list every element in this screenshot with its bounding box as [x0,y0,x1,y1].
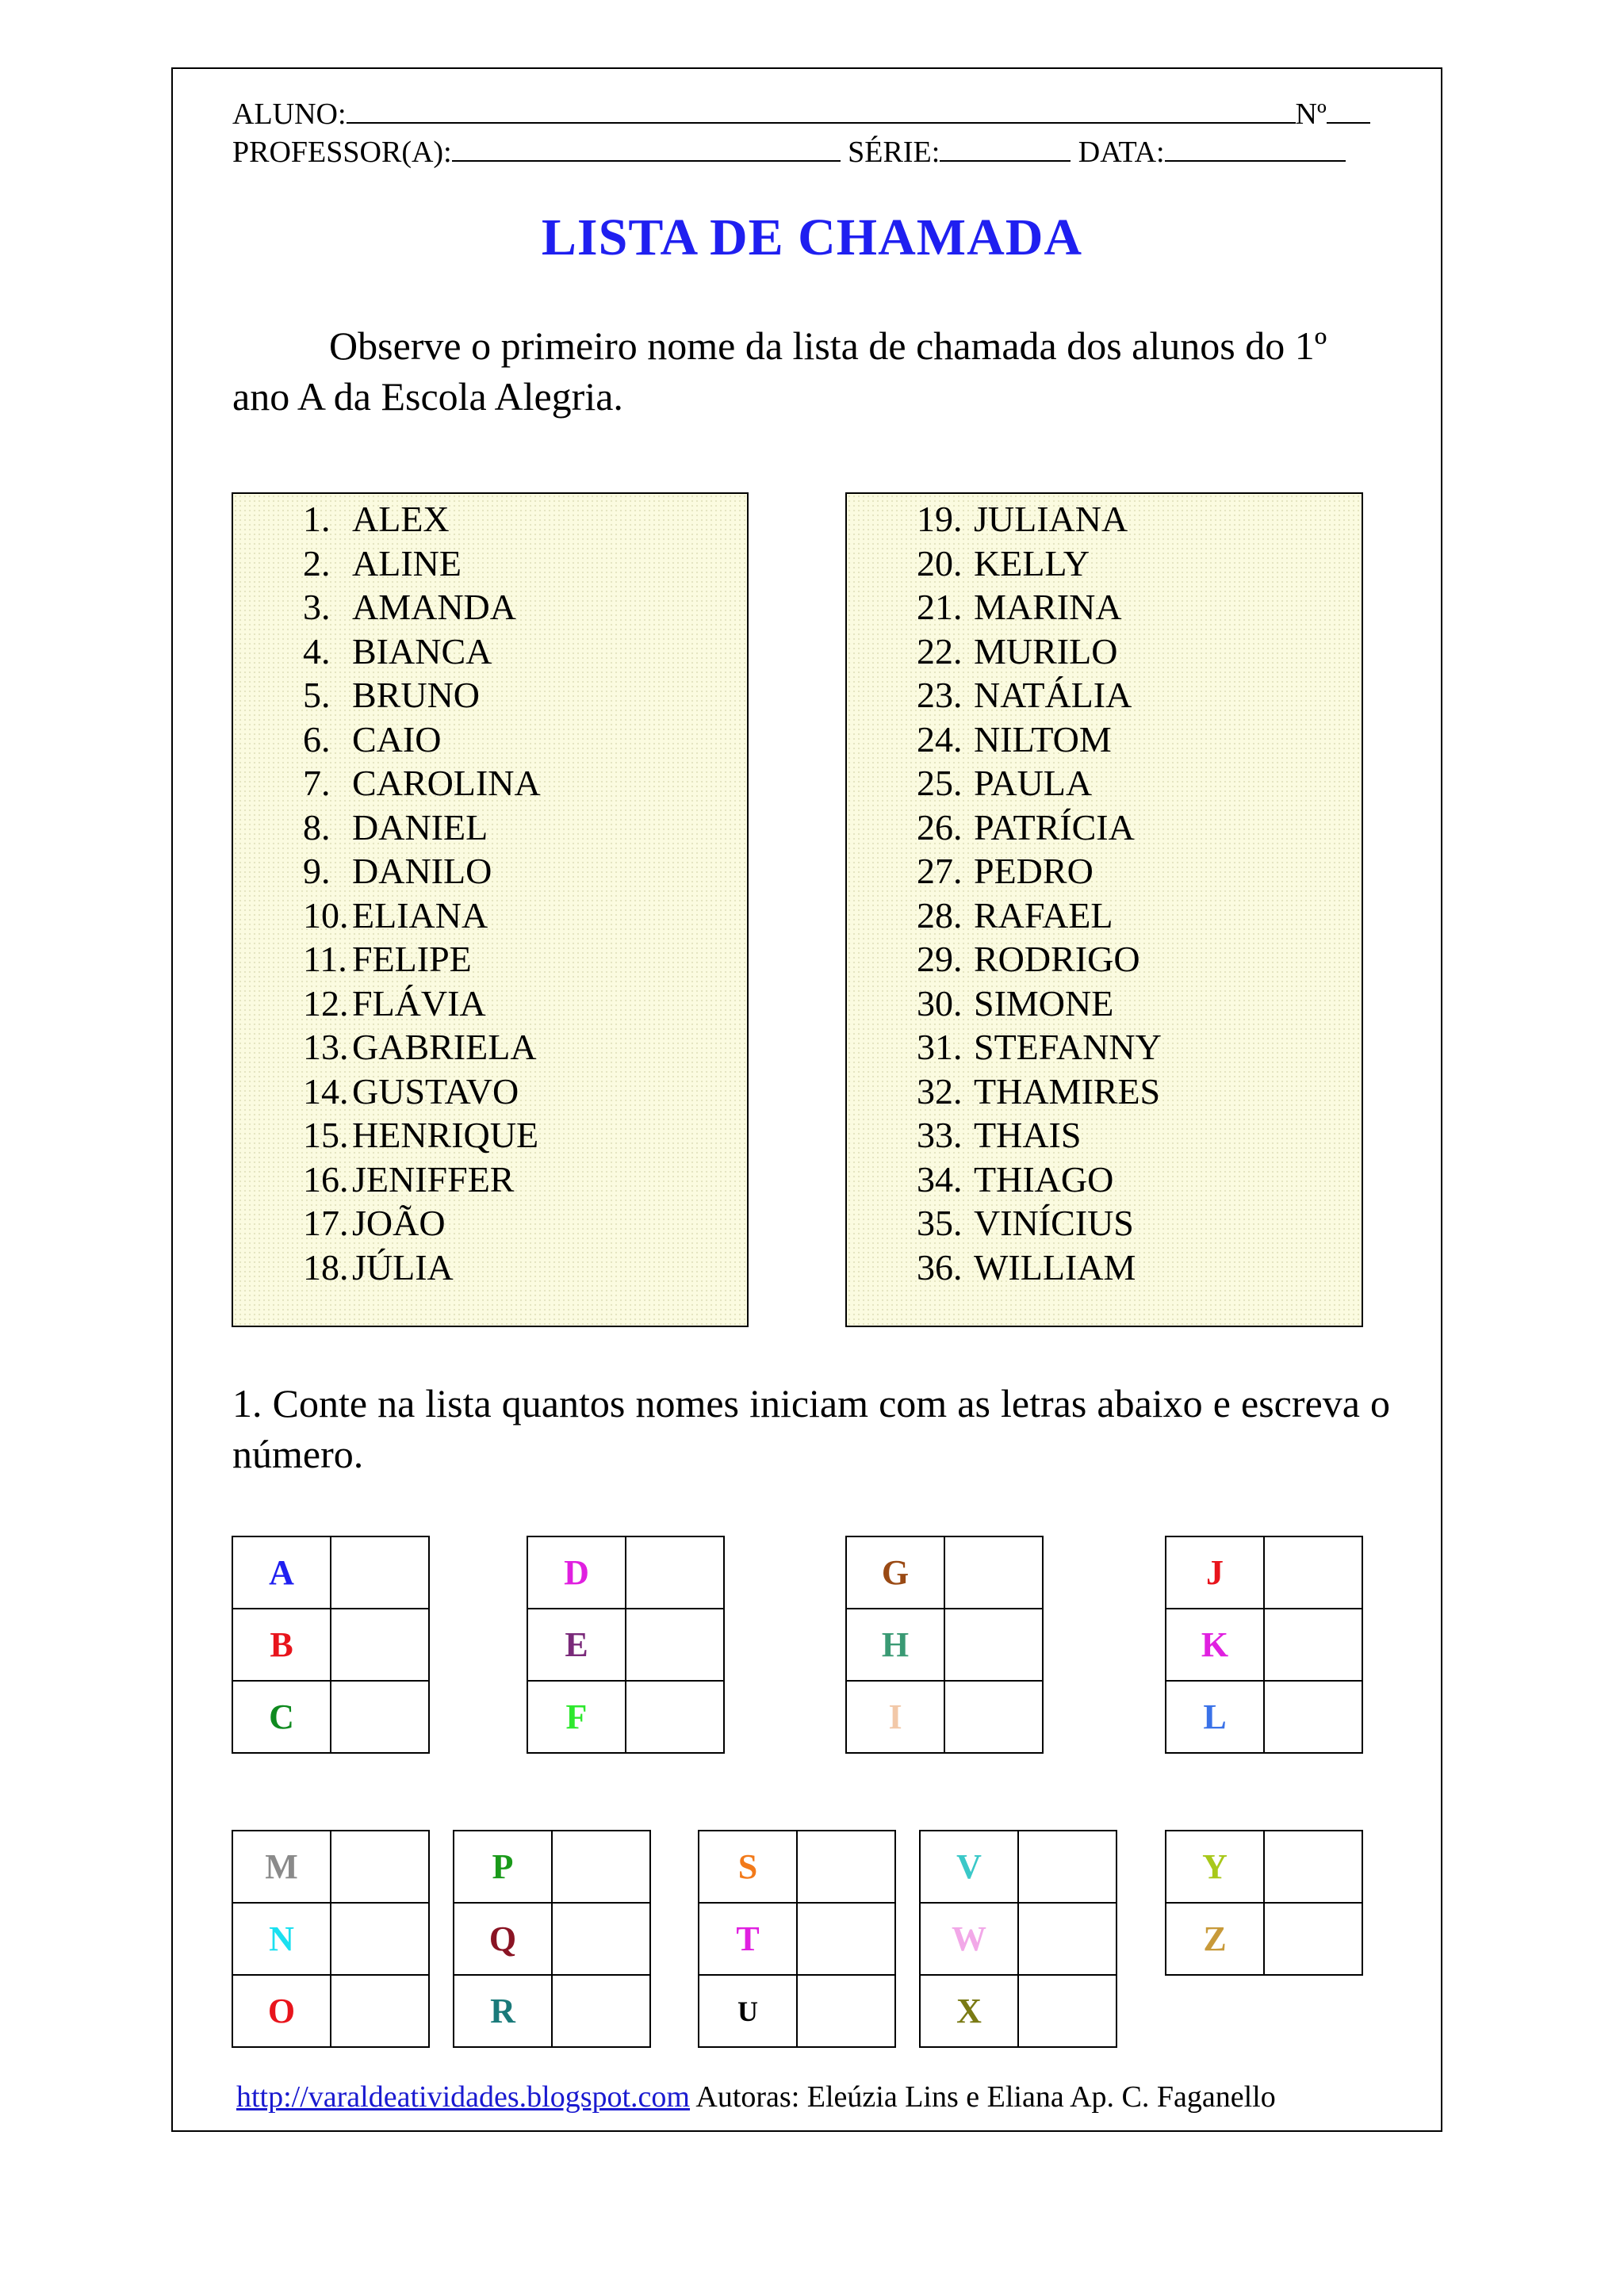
answer-cell[interactable] [1018,1975,1116,2047]
list-item [303,585,516,629]
list-item-number: 35. [917,1203,963,1243]
list-item [917,497,1128,541]
list-item-number: 6. [303,718,331,760]
list-item-number: 30. [917,982,963,1024]
list-item-name: RAFAEL [974,894,1113,936]
letter-grid-row [232,1609,429,1681]
answer-cell[interactable] [626,1609,724,1681]
letter-cell: Y [1166,1831,1264,1903]
list-item [303,894,488,938]
list-item-name: WILLIAM [974,1246,1136,1288]
answer-cell[interactable] [331,1681,429,1753]
answer-cell[interactable] [944,1536,1043,1609]
list-item-number: 16. [303,1158,349,1200]
list-item-name: CAIO [352,718,442,760]
list-item-number: 5. [303,675,331,715]
letter-cell: G [846,1536,944,1609]
footer-authors: Autoras: Eleúzia Lins e Eliana Ap. C. Faganello [695,2080,1276,2114]
aluno-label: ALUNO: [232,98,347,131]
list-item-name: BIANCA [352,630,492,672]
letter-cell: O [232,1975,331,2047]
list-item [917,1201,1134,1246]
answer-cell[interactable] [626,1681,724,1753]
list-item-name: PATRÍCIA [974,806,1135,848]
answer-cell[interactable] [331,1831,429,1903]
list-item-name: FELIPE [352,939,472,979]
answer-cell[interactable] [331,1609,429,1681]
list-item-number: 29. [917,939,963,979]
list-item [917,1113,1081,1158]
letter-cell: J [1166,1536,1264,1609]
answer-cell[interactable] [1264,1536,1362,1609]
list-item-name: ALINE [352,542,462,584]
letter-cell: V [920,1831,1018,1903]
list-item-number: 1. [303,499,331,539]
footer-link[interactable]: http://varaldeatividades.blogspot.com [236,2080,690,2114]
letter-grid-row [846,1681,1043,1753]
answer-cell[interactable] [331,1975,429,2047]
list-item [303,849,492,894]
answer-cell[interactable] [1264,1903,1362,1975]
letter-cell: Q [454,1903,552,1975]
list-item-name: THAIS [974,1115,1082,1155]
list-item [917,761,1092,806]
intro-paragraph [232,320,1390,422]
list-item [917,1025,1162,1070]
letter-grid-row [920,1903,1116,1975]
letter-cell: L [1166,1681,1264,1753]
letter-grid-row [527,1681,724,1753]
list-item-number: 34. [917,1158,963,1200]
letter-cell: T [699,1903,797,1975]
letter-cell: M [232,1831,331,1903]
letter-grid-row [1166,1536,1362,1609]
list-item-number: 14. [303,1070,349,1112]
list-item-name: JOÃO [352,1203,446,1243]
list-item-name: NATÁLIA [974,675,1132,715]
letter-grid-row [232,1536,429,1609]
list-item-name: GUSTAVO [352,1070,519,1112]
letter-grid [232,1536,430,1754]
list-item-number: 24. [917,718,963,760]
list-item-number: 28. [917,894,963,936]
list-item [917,718,1112,762]
professor-field[interactable] [452,133,841,162]
list-item-name: GABRIELA [352,1027,537,1067]
letter-grid-row [527,1609,724,1681]
list-item-name: JULIANA [974,499,1128,539]
answer-cell[interactable] [552,1831,650,1903]
list-item-number: 7. [303,763,331,803]
list-item-name: MARINA [974,587,1122,627]
professor-label: PROFESSOR(A): [232,136,452,169]
list-item [917,673,1132,718]
letter-cell: E [527,1609,626,1681]
letter-grid-row [454,1831,650,1903]
answer-cell[interactable] [1018,1831,1116,1903]
list-item-name: RODRIGO [974,939,1140,979]
list-item-number: 22. [917,630,963,672]
list-item-name: FLÁVIA [352,982,486,1024]
list-item [303,718,441,762]
letter-cell: Z [1166,1903,1264,1975]
letter-grid [232,1830,430,2048]
answer-cell[interactable] [797,1831,895,1903]
list-item [303,982,486,1026]
letter-cell: I [846,1681,944,1753]
letter-grid-row [454,1903,650,1975]
data-field[interactable] [1165,133,1346,162]
list-item-name: SIMONE [974,982,1114,1024]
numero-label: Nº [1295,98,1327,131]
list-item-name: DANIEL [352,806,488,848]
list-item-name: VINÍCIUS [974,1203,1134,1243]
letter-grid [1165,1830,1363,1976]
list-item [303,1113,538,1158]
letter-cell: H [846,1609,944,1681]
letter-cell: B [232,1609,331,1681]
list-item-name: ALEX [352,499,450,539]
letter-grid-row [920,1831,1116,1903]
list-item [917,1070,1160,1114]
letter-grid-row [1166,1903,1362,1975]
list-item [917,982,1113,1026]
letter-grid-row [846,1609,1043,1681]
letter-grid-row [1166,1831,1362,1903]
list-item-number: 15. [303,1115,349,1155]
data-label: DATA: [1078,136,1165,169]
letter-grid-row [232,1831,429,1903]
list-item-name: THIAGO [974,1158,1114,1200]
serie-field[interactable] [940,133,1071,162]
answer-cell[interactable] [552,1975,650,2047]
list-item [303,497,450,541]
answer-cell[interactable] [797,1903,895,1975]
list-item-name: NILTOM [974,718,1112,760]
list-item-name: HENRIQUE [352,1115,539,1155]
page-title: LISTA DE CHAMADA [541,209,1083,266]
list-item-number: 32. [917,1070,963,1112]
answer-cell[interactable] [1264,1609,1362,1681]
list-item-number: 18. [303,1246,349,1288]
list-item-name: CAROLINA [352,763,541,803]
list-item-number: 10. [303,894,349,936]
letter-cell: R [454,1975,552,2047]
list-item [303,937,472,982]
list-item-name: KELLY [974,542,1090,584]
list-item-number: 2. [303,542,331,584]
list-item-number: 23. [917,675,963,715]
numero-field[interactable] [1327,95,1370,124]
letter-cell: D [527,1536,626,1609]
teacher-line [232,133,1346,171]
list-item [917,806,1135,850]
list-item [303,1246,454,1290]
list-item [303,629,492,674]
list-item-number: 19. [917,499,963,539]
list-item-number: 9. [303,851,331,891]
list-item-number: 25. [917,763,963,803]
roll-call-list-left [232,492,749,1327]
letter-grid-row [454,1975,650,2047]
answer-cell[interactable] [331,1536,429,1609]
question-1: 1. Conte na lista quantos nomes iniciam com as letras abaixo e escreva o número. [232,1381,1390,1476]
student-line [232,95,1370,133]
answer-cell[interactable] [944,1681,1043,1753]
list-item-name: JENIFFER [352,1158,515,1200]
letter-grid-row [846,1536,1043,1609]
aluno-field[interactable] [347,95,1296,124]
list-item-number: 31. [917,1027,963,1067]
list-item-name: THAMIRES [974,1070,1161,1112]
list-item-number: 8. [303,806,331,848]
list-item [917,585,1122,629]
letter-grid-row [699,1903,895,1975]
list-item [303,673,480,718]
list-item-number: 3. [303,587,331,627]
letter-grid [698,1830,896,2048]
list-item [303,1158,514,1202]
letter-grid-row [699,1975,895,2047]
list-item [917,894,1113,938]
list-item-number: 36. [917,1246,963,1288]
list-item-number: 20. [917,542,963,584]
letter-cell: K [1166,1609,1264,1681]
letter-grid-row [920,1975,1116,2047]
letter-grid-row [1166,1609,1362,1681]
list-item-number: 11. [303,939,347,979]
letter-cell: U [699,1975,797,2047]
list-item [917,1158,1113,1202]
list-item [303,1025,537,1070]
letter-cell: W [920,1903,1018,1975]
list-item-name: JÚLIA [352,1246,454,1288]
intro-text: Observe o primeiro nome da lista de chamada dos alunos do 1º ano A da Escola Alegria. [232,323,1327,419]
serie-label: SÉRIE: [848,136,940,169]
list-item [303,761,541,806]
list-item [917,937,1140,982]
list-item-name: PEDRO [974,851,1094,891]
list-item-number: 27. [917,851,963,891]
letter-grid [845,1536,1044,1754]
answer-cell[interactable] [1264,1681,1362,1753]
list-item [917,1246,1136,1290]
letter-grid-row [232,1681,429,1753]
list-item-number: 21. [917,587,963,627]
letter-grid [527,1536,725,1754]
answer-cell[interactable] [552,1903,650,1975]
letter-grid-row [699,1831,895,1903]
footer [236,2080,1276,2114]
letter-grid [919,1830,1117,2048]
list-item-name: PAULA [974,763,1093,803]
list-item-number: 17. [303,1203,349,1243]
list-item-name: DANILO [352,851,492,891]
list-item [917,629,1117,674]
list-item-number: 12. [303,982,349,1024]
list-item-number: 13. [303,1027,349,1067]
list-item [303,1070,519,1114]
letter-grid [453,1830,651,2048]
list-item [303,541,462,586]
list-item-name: MURILO [974,630,1118,672]
answer-cell[interactable] [626,1536,724,1609]
list-item [917,849,1094,894]
answer-cell[interactable] [331,1903,429,1975]
answer-cell[interactable] [944,1609,1043,1681]
answer-cell[interactable] [1018,1903,1116,1975]
list-item-number: 26. [917,806,963,848]
answer-cell[interactable] [1264,1831,1362,1903]
letter-cell: F [527,1681,626,1753]
list-item-name: ELIANA [352,894,488,936]
list-item-number: 33. [917,1115,963,1155]
list-item [303,1201,446,1246]
list-item-number: 4. [303,630,331,672]
answer-cell[interactable] [797,1975,895,2047]
letter-grid-row [232,1975,429,2047]
roll-call-list-right [845,492,1363,1327]
list-item [917,541,1090,586]
letter-cell: A [232,1536,331,1609]
list-item-name: BRUNO [352,675,481,715]
list-item-name: AMANDA [352,587,516,627]
list-item-name: STEFANNY [974,1027,1162,1067]
list-item [303,806,488,850]
letter-cell: P [454,1831,552,1903]
letter-cell: C [232,1681,331,1753]
letter-cell: S [699,1831,797,1903]
letter-grid-row [1166,1681,1362,1753]
letter-grid-row [232,1903,429,1975]
letter-cell: X [920,1975,1018,2047]
letter-cell: N [232,1903,331,1975]
letter-grid-row [527,1536,724,1609]
letter-grid [1165,1536,1363,1754]
